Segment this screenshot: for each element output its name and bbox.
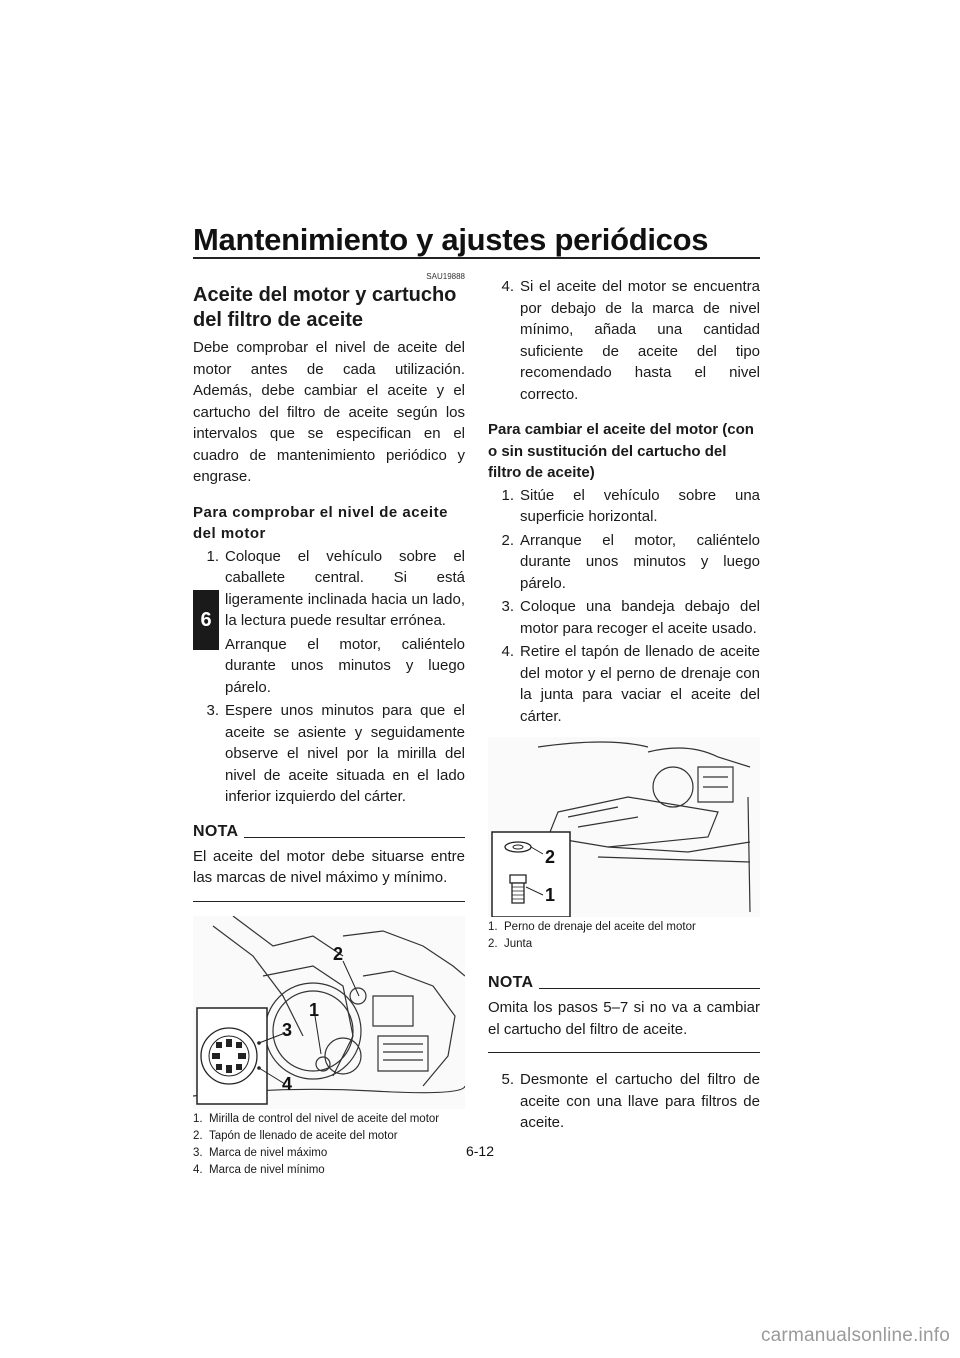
callout-1: 1 [545,885,556,905]
intro-paragraph: Debe comprobar el nivel de aceite del motor antes de cada utilización. Además, debe cambiar el aceite y el cartucho del filtro de aceite según los intervalos que se especifican en el cuadro de mantenimiento periódico y engrase. [193,339,465,485]
callout-2: 2 [545,847,556,867]
oil-level-figure [193,916,465,1109]
left-column [193,272,465,1179]
nota-label: NOTA [488,974,534,991]
header-rule [193,257,760,259]
list-item: 2. Arranque el motor, caliéntelo durante unos minutos y luego párelo. [501,531,760,592]
caption-item: 1. Mirilla de control del nivel de aceite del motor [193,1112,440,1125]
right-column [488,276,760,1136]
list-item: 2. Arranque el motor, caliéntelo durante unos minutos y luego párelo. [206,635,465,696]
caption-item: 1. Perno de drenaje del aceite del motor [488,921,696,933]
callout-3: 3 [282,1019,293,1040]
caption-item: 2. Tapón de llenado de aceite del motor [193,1129,398,1142]
callout-2: 2 [333,943,344,964]
section-title: Aceite del motor y cartucho del filtro de aceite [193,284,457,331]
page-header-title: Mantenimiento y ajustes periódicos [193,222,709,257]
caption-item: 2. Junta [488,938,533,950]
list-item: 4. Retire el tapón de llenado de aceite del motor y el perno de drenaje con la junta para vaciar el aceite del cárter. [501,643,760,725]
callout-4: 4 [282,1073,293,1094]
change-oil-title: Para cambiar el aceite del motor (con o sin sustitución del cartucho del filtro de aceite) [488,421,754,481]
list-item: 3. Coloque una bandeja debajo del motor para recoger el aceite usado. [501,598,760,637]
caption-item: 4. Marca de nivel mínimo [193,1163,325,1176]
nota-rule [539,988,760,989]
drain-bolt-illustration [488,737,760,917]
caption-item: 3. Marca de nivel máximo [193,1146,328,1159]
nota-end-rule [193,901,465,902]
list-item: 1. Sitúe el vehículo sobre una superficie horizontal. [501,486,760,525]
check-level-title: Para comprobar el nivel de aceite del motor [193,503,448,542]
nota-text: Omita los pasos 5–7 si no va a cambiar el cartucho del filtro de aceite. [488,999,760,1038]
change-oil-step-5 [488,1069,760,1134]
change-oil-steps [488,485,760,728]
list-item: 3. Espere unos minutos para que el aceite se asiente y seguidamente observe el nivel por la mirilla del nivel de aceite situada en el lado inferior izquierdo del cárter. [206,702,465,805]
list-item: 1. Coloque el vehículo sobre el caballete central. Si está ligeramente inclinada hacia un lado, la lectura puede resultar errónea. [206,547,465,629]
nota-rule [244,837,465,838]
list-item: 5. Desmonte el cartucho del filtro de aceite con una llave para filtros de aceite. [501,1071,760,1131]
list-item: 4. Si el aceite del motor se encuentra por debajo de la marca de nivel mínimo, añada una cantidad suficiente de aceite del tipo recomendado hasta el nivel correcto. [501,278,760,403]
figure-caption-right [488,919,760,953]
nota-text: El aceite del motor debe situarse entre las marcas de nivel máximo y mínimo. [193,847,465,886]
nota-end-rule [488,1052,760,1053]
engine-oil-level-illustration [193,916,465,1109]
section-code: SAU19888 [426,272,465,281]
page-number: 6-12 [465,1143,495,1159]
callout-1: 1 [309,999,320,1020]
chapter-tab: 6 [193,590,219,650]
nota-box-left [193,824,465,902]
drain-bolt-figure [488,737,760,917]
check-level-steps [193,546,465,808]
watermark: carmanualsonline.info [760,1325,950,1346]
nota-box-right [488,975,760,1053]
check-level-step-4 [488,276,760,405]
nota-label: NOTA [193,822,239,840]
